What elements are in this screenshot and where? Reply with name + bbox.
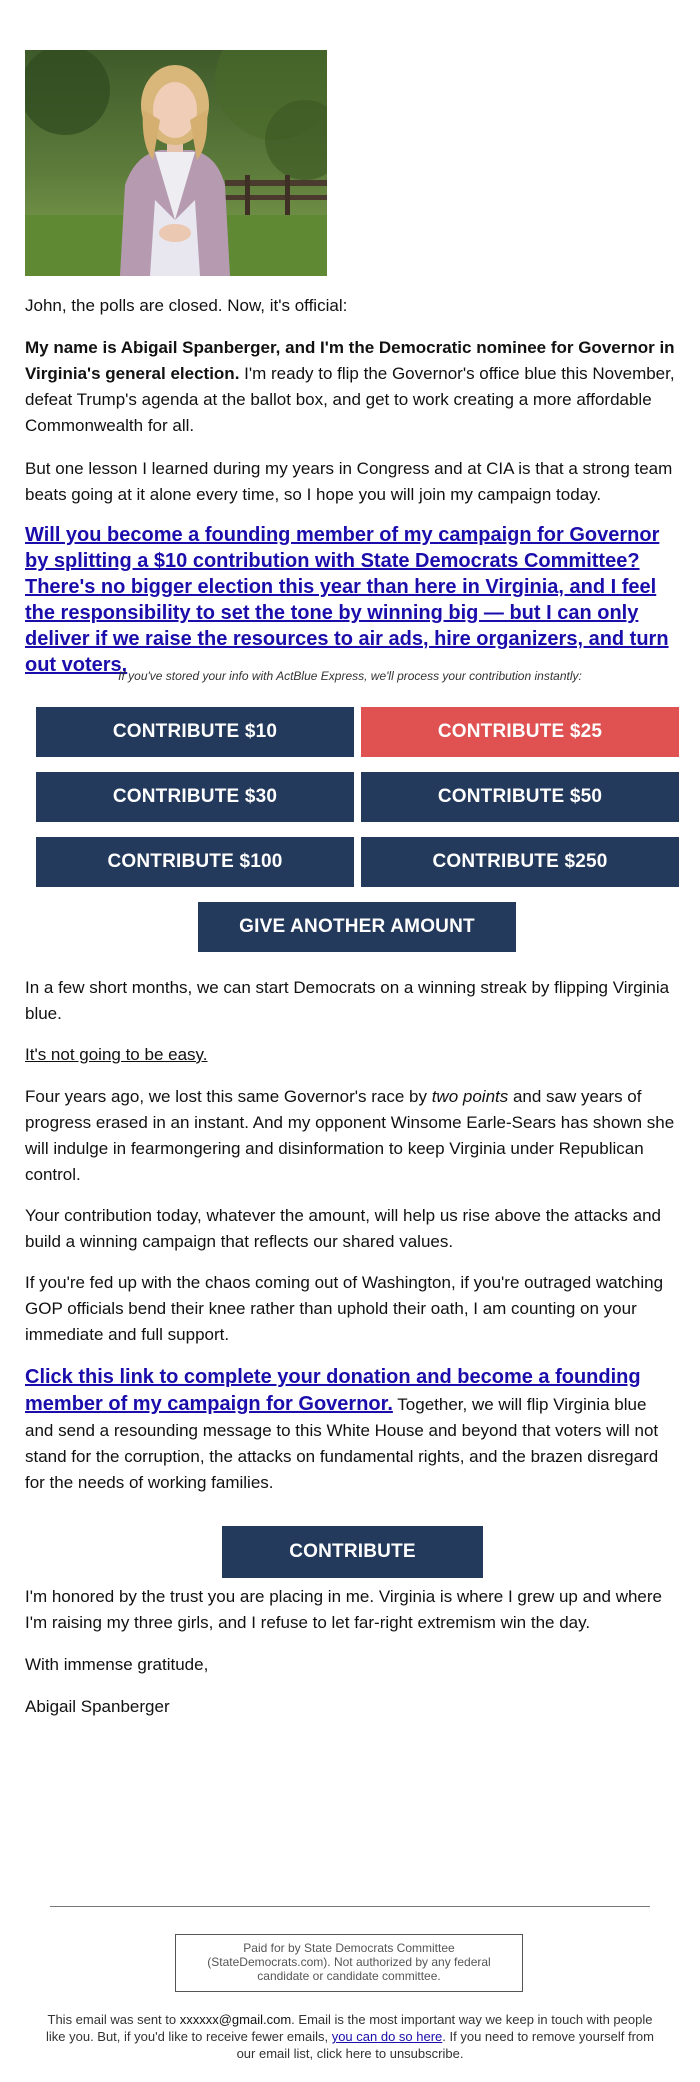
contribution-paragraph: Your contribution today, whatever the amount, will help us rise above the attacks and build a winning campaign that reflects our shared values. <box>25 1206 661 1251</box>
actblue-express-note: If you've stored your info with ActBlue Express, we'll process your contribution instantly: <box>118 669 582 683</box>
contribute-25-button[interactable]: CONTRIBUTE $25 <box>361 707 679 757</box>
two-points-text: two points <box>431 1087 509 1106</box>
not-easy-text: It's not going to be easy. <box>25 1045 208 1064</box>
footer-divider <box>50 1906 650 1907</box>
footer-text <box>40 2011 660 2062</box>
signoff-text: With immense gratitude, <box>25 1655 209 1674</box>
footer-text-a: This email was sent to <box>47 2012 180 2027</box>
paid-for-text: Paid for by State Democrats Committee (StateDemocrats.com). Not authorized by any federal candidate or candidate committee. <box>207 1941 491 1983</box>
four-years-paragraph <box>25 1084 675 1188</box>
nominee-rest-text: I'm ready to flip the Governor's office blue this November, defeat Trump's agenda at the ballot box, and get to work creating a more affordable Commonwealth for all. <box>25 364 675 435</box>
signature-text: Abigail Spanberger <box>25 1697 170 1716</box>
contribute-250-button[interactable]: CONTRIBUTE $250 <box>361 837 679 887</box>
honored-paragraph: I'm honored by the trust you are placing in me. Virginia is where I grew up and where I'm raising my three girls, and I refuse to let far-right extremism win the day. <box>25 1587 662 1632</box>
footer-text-b: . Email is the most important way we keep in touch with people like you. But, if you'd like to receive fewer emails, <box>45 2012 653 2044</box>
nominee-paragraph <box>25 335 675 439</box>
fed-up-paragraph: If you're fed up with the chaos coming out of Washington, if you're outraged watching GOP officials bend their knee rather than uphold their oath, I am counting on your immediate and full support. <box>25 1273 664 1344</box>
four-years-text-a: Four years ago, we lost this same Governor's race by <box>25 1087 432 1106</box>
give-another-amount-button[interactable]: GIVE ANOTHER AMOUNT <box>198 902 516 952</box>
intro-text: John, the polls are closed. Now, it's official: <box>25 296 348 315</box>
winning-streak-paragraph: In a few short months, we can start Democrats on a winning streak by flipping Virginia blue. <box>25 978 670 1023</box>
donation-paragraph <box>25 1364 675 1496</box>
team-paragraph: But one lesson I learned during my years in Congress and at CIA is that a strong team beats going at it alone every time, so I hope you will join my campaign today. <box>25 459 673 504</box>
contribute-30-button[interactable]: CONTRIBUTE $30 <box>36 772 354 822</box>
four-years-text-b: and saw years of progress erased in an instant. And my opponent Winsome Earle-Sears has shown she will indulge in fearmongering and disinformation to keep Virginia under Republican control. <box>25 1087 675 1184</box>
nominee-bold-text: My name is Abigail Spanberger, and I'm the Democratic nominee for Governor in Virginia's general election. <box>25 338 675 383</box>
complete-donation-link[interactable]: Click this link to complete your donation and become a founding member of my campaign for Governor. <box>25 1366 641 1415</box>
recipient-email: xxxxxx@gmail.com <box>179 2012 292 2027</box>
donation-rest-text: Together, we will flip Virginia blue and send a resounding message to this White House and beyond that voters will not stand for the corruption, the attacks on fundamental rights, and the brazen disregard for the needs of working families. <box>25 1395 659 1492</box>
footer-text-c: . If you need to remove yourself from our email list, click here to unsubscribe. <box>236 2029 654 2061</box>
contribute-50-button[interactable]: CONTRIBUTE $50 <box>361 772 679 822</box>
contribute-button[interactable]: CONTRIBUTE <box>222 1526 483 1578</box>
contribute-10-button[interactable]: CONTRIBUTE $10 <box>36 707 354 757</box>
candidate-photo <box>25 50 327 276</box>
contribute-100-button[interactable]: CONTRIBUTE $100 <box>36 837 354 887</box>
paid-for-box <box>175 1934 523 1992</box>
fewer-emails-link[interactable]: you can do so here <box>331 2029 443 2044</box>
candidate-photo-icon <box>25 50 327 276</box>
founding-member-link[interactable]: Will you become a founding member of my campaign for Governor by splitting a $10 contribution with State Democrats Committee? There's no bigger election this year than here in Virginia, and I feel the responsibility to set the tone by winning big — but I can only deliver if we raise the resources to air ads, hire organizers, and turn out voters. <box>25 524 669 676</box>
